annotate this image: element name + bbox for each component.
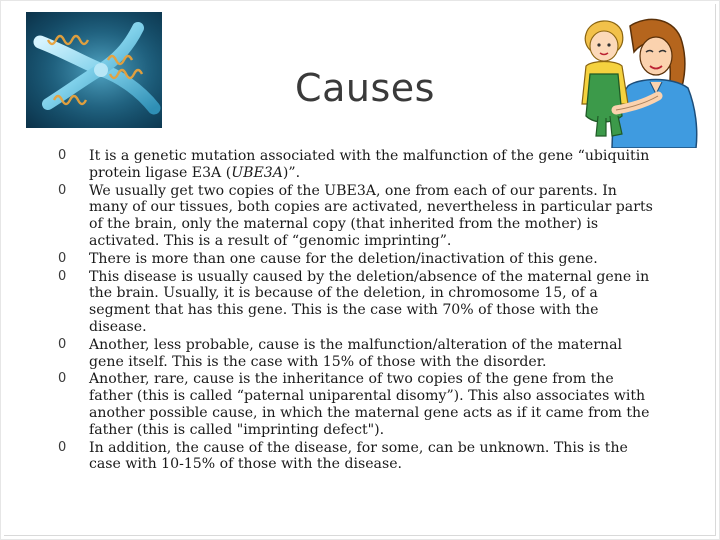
- chromosome-image: [26, 12, 162, 128]
- bullet-marker: 0: [58, 439, 67, 455]
- bullet-marker: 0: [58, 182, 67, 198]
- bullet-italic-text: UBE3A: [231, 164, 283, 181]
- bullet-list: [58, 148, 653, 474]
- bullet-marker: 0: [58, 250, 67, 266]
- bullet-text: Another, rare, cause is the inheritance of two copies of the gene from the father (this is called “paternal uniparental disomy”). This also associates with another possible cause, in which the maternal gene acts as if it came from the father (this is called "imprinting defect").: [89, 371, 650, 438]
- slide-title: Causes: [295, 66, 435, 110]
- bullet-text: This disease is usually caused by the deletion/absence of the maternal gene in the brain. Usually, it is because of the deletion, in chromosome 15, of a segment that has this gene. This is the case with 70% of those with the disease.: [89, 268, 650, 335]
- chromosome-icon: [26, 12, 162, 128]
- bullet-text: We usually get two copies of the UBE3A, one from each of our parents. In many of our tissues, both copies are activated, nevertheless in particular parts of the brain, only the maternal copy (that inherited from the mother) is activated. This is a result of “genomic imprinting”.: [89, 182, 653, 249]
- mother-child-icon: [572, 12, 702, 148]
- bullet-item: [58, 148, 653, 182]
- bullet-text: There is more than one cause for the deletion/inactivation of this gene.: [89, 250, 598, 267]
- bullet-item: [58, 251, 653, 268]
- bullet-item: [58, 440, 653, 474]
- bullet-item: [58, 371, 653, 438]
- bullet-marker: 0: [58, 336, 67, 352]
- bullet-text: Another, less probable, cause is the malfunction/alteration of the maternal gene itself. This is the case with 15% of those with the disorder.: [89, 336, 622, 370]
- bullet-marker: 0: [58, 371, 67, 387]
- bullet-text: In addition, the cause of the disease, for some, can be unknown. This is the case with 10-15% of those with the disease.: [89, 439, 628, 473]
- bullet-marker: 0: [58, 268, 67, 284]
- bullet-item: [58, 337, 653, 371]
- bullet-item: [58, 269, 653, 336]
- bullet-text: It is a genetic mutation associated with the malfunction of the gene “ubiquitin protein ligase E3A (: [89, 148, 650, 181]
- bullet-marker: 0: [58, 148, 67, 163]
- family-image: [572, 12, 702, 148]
- bullet-item: [58, 183, 653, 250]
- bullet-text-end: )”.: [282, 164, 301, 181]
